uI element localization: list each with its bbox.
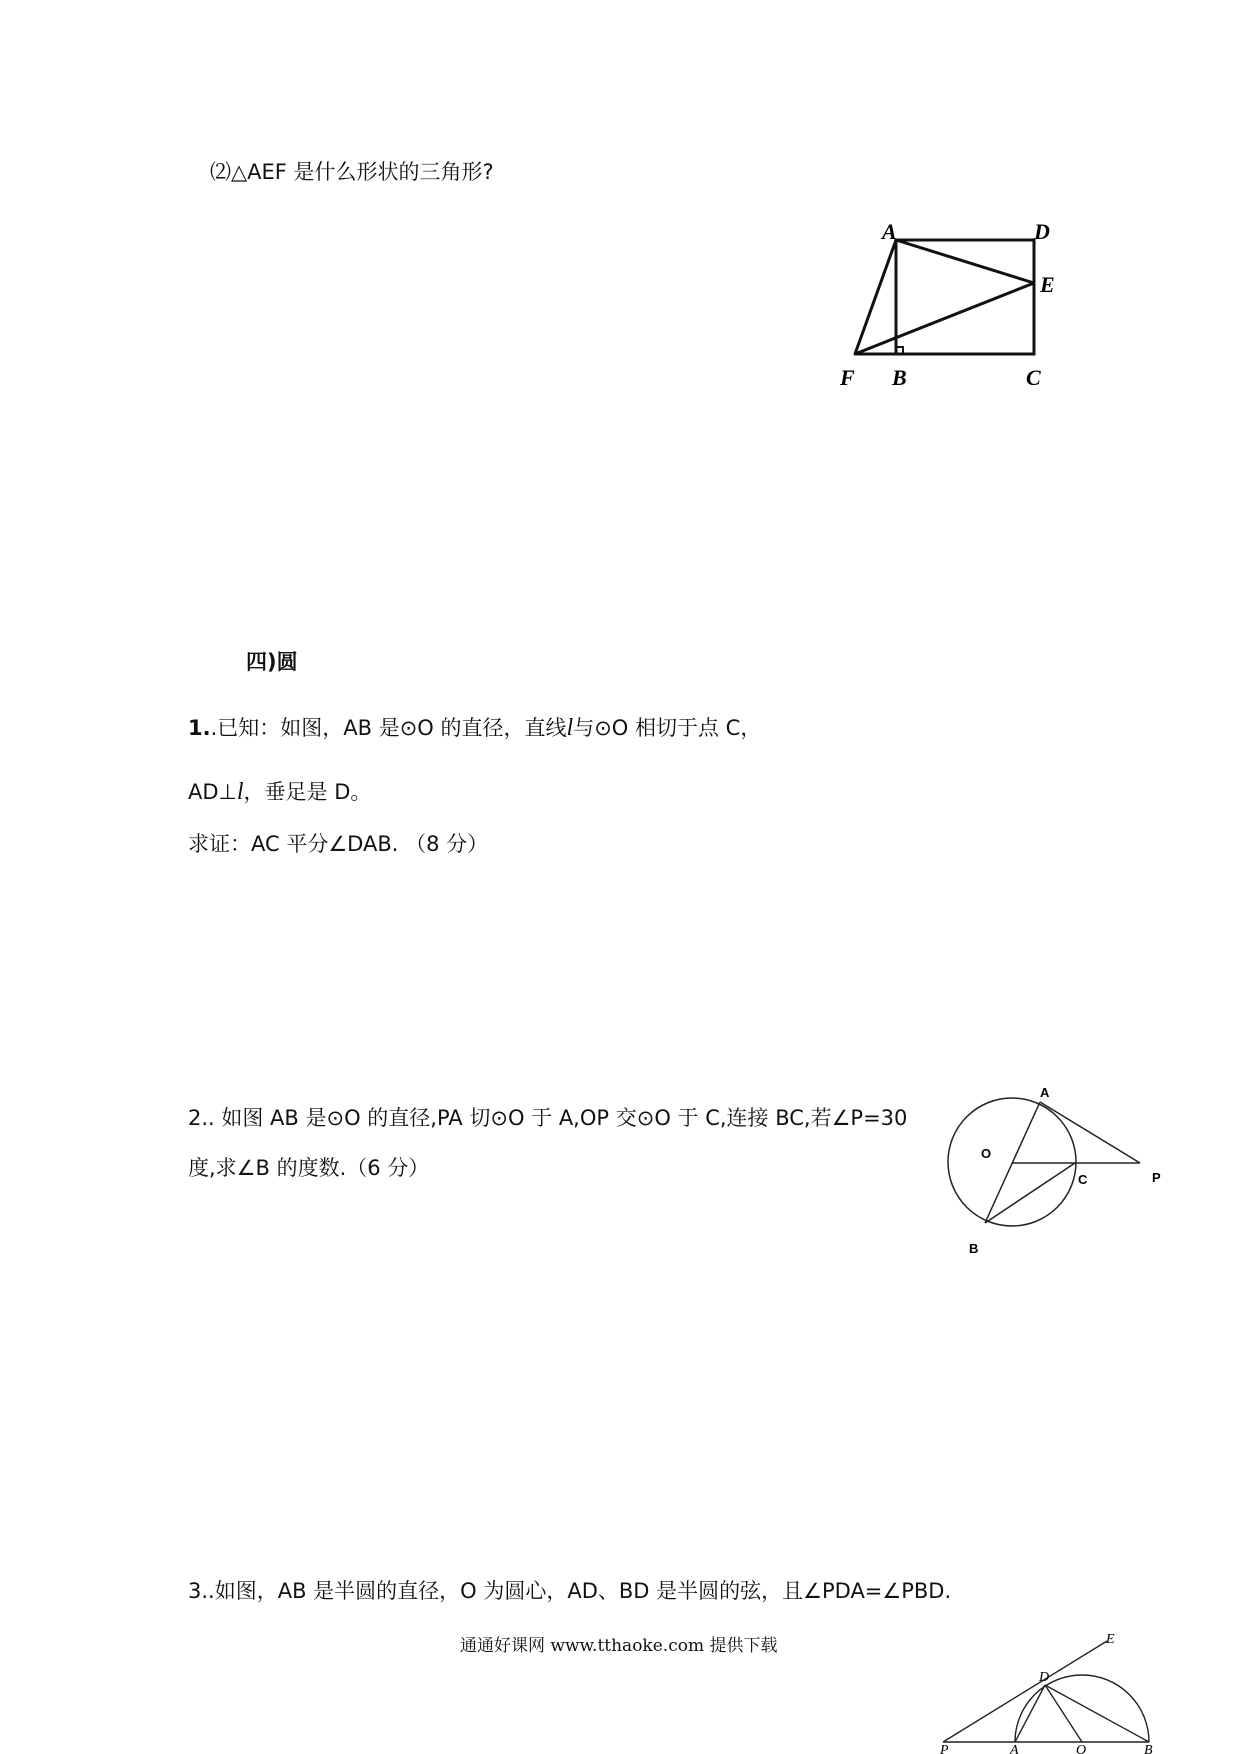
segment-od bbox=[1045, 1685, 1082, 1742]
label-p: P bbox=[1152, 1170, 1161, 1185]
q1-line2-a: AD⊥ bbox=[188, 780, 237, 804]
label-c: C bbox=[1026, 365, 1041, 390]
footer-text: 通通好课网 www.tthaoke.com 提供下载 bbox=[460, 1636, 778, 1656]
triangle-aef bbox=[855, 240, 1034, 354]
q1-text-a: .已知：如图，AB 是⊙O 的直径，直线 bbox=[210, 716, 567, 740]
label-f: F bbox=[840, 365, 855, 390]
circle-tangent-figure bbox=[935, 1075, 1170, 1260]
label-o: O bbox=[1076, 1743, 1087, 1754]
chord-bd bbox=[1045, 1685, 1149, 1742]
line-pde bbox=[943, 1641, 1107, 1742]
label-d: D bbox=[1034, 219, 1050, 244]
square-triangle-figure bbox=[830, 215, 1060, 400]
label-e: E bbox=[1106, 1632, 1115, 1647]
q2-line2: 度,求∠B 的度数.（6 分） bbox=[188, 1156, 430, 1180]
q2-line1: 2.. 如图 AB 是⊙O 的直径,PA 切⊙O 于 A,OP 交⊙O 于 C,连接 BC,若∠P=30 bbox=[188, 1106, 908, 1130]
label-d: D bbox=[1039, 1670, 1050, 1685]
label-a: A bbox=[1010, 1743, 1019, 1754]
label-a: A bbox=[882, 219, 897, 244]
q1-line1 bbox=[188, 716, 761, 740]
semicircle-figure bbox=[935, 1630, 1160, 1754]
label-p: P bbox=[940, 1743, 949, 1754]
label-o: O bbox=[981, 1146, 992, 1161]
label-c: C bbox=[1078, 1172, 1088, 1187]
q1-text-b: 与⊙O 相切于点 C， bbox=[573, 716, 762, 740]
tangent-pa bbox=[1040, 1102, 1140, 1163]
q1-line3: 求证：AC 平分∠DAB. （8 分） bbox=[188, 832, 489, 856]
q3-line1: 3..如图，AB 是半圆的直径，O 为圆心，AD、BD 是半圆的弦，且∠PDA=∠PBD. bbox=[188, 1579, 952, 1603]
label-e: E bbox=[1040, 272, 1055, 297]
label-b: B bbox=[892, 365, 907, 390]
section-title: 四)圆 bbox=[246, 650, 298, 674]
question-part-2: ⑵△AEF 是什么形状的三角形? bbox=[210, 160, 494, 184]
q1-line2 bbox=[188, 780, 371, 804]
q1-number: 1. bbox=[188, 716, 211, 740]
chord-ad bbox=[1015, 1685, 1045, 1742]
square-abcd bbox=[896, 240, 1034, 354]
label-a: A bbox=[1040, 1085, 1050, 1100]
line-l-symbol: l bbox=[566, 715, 574, 741]
label-b: B bbox=[969, 1241, 979, 1256]
q1-line2-b: ，垂足是 D。 bbox=[243, 780, 372, 804]
line-l-symbol-2: l bbox=[236, 779, 244, 805]
label-b: B bbox=[1144, 1743, 1153, 1754]
